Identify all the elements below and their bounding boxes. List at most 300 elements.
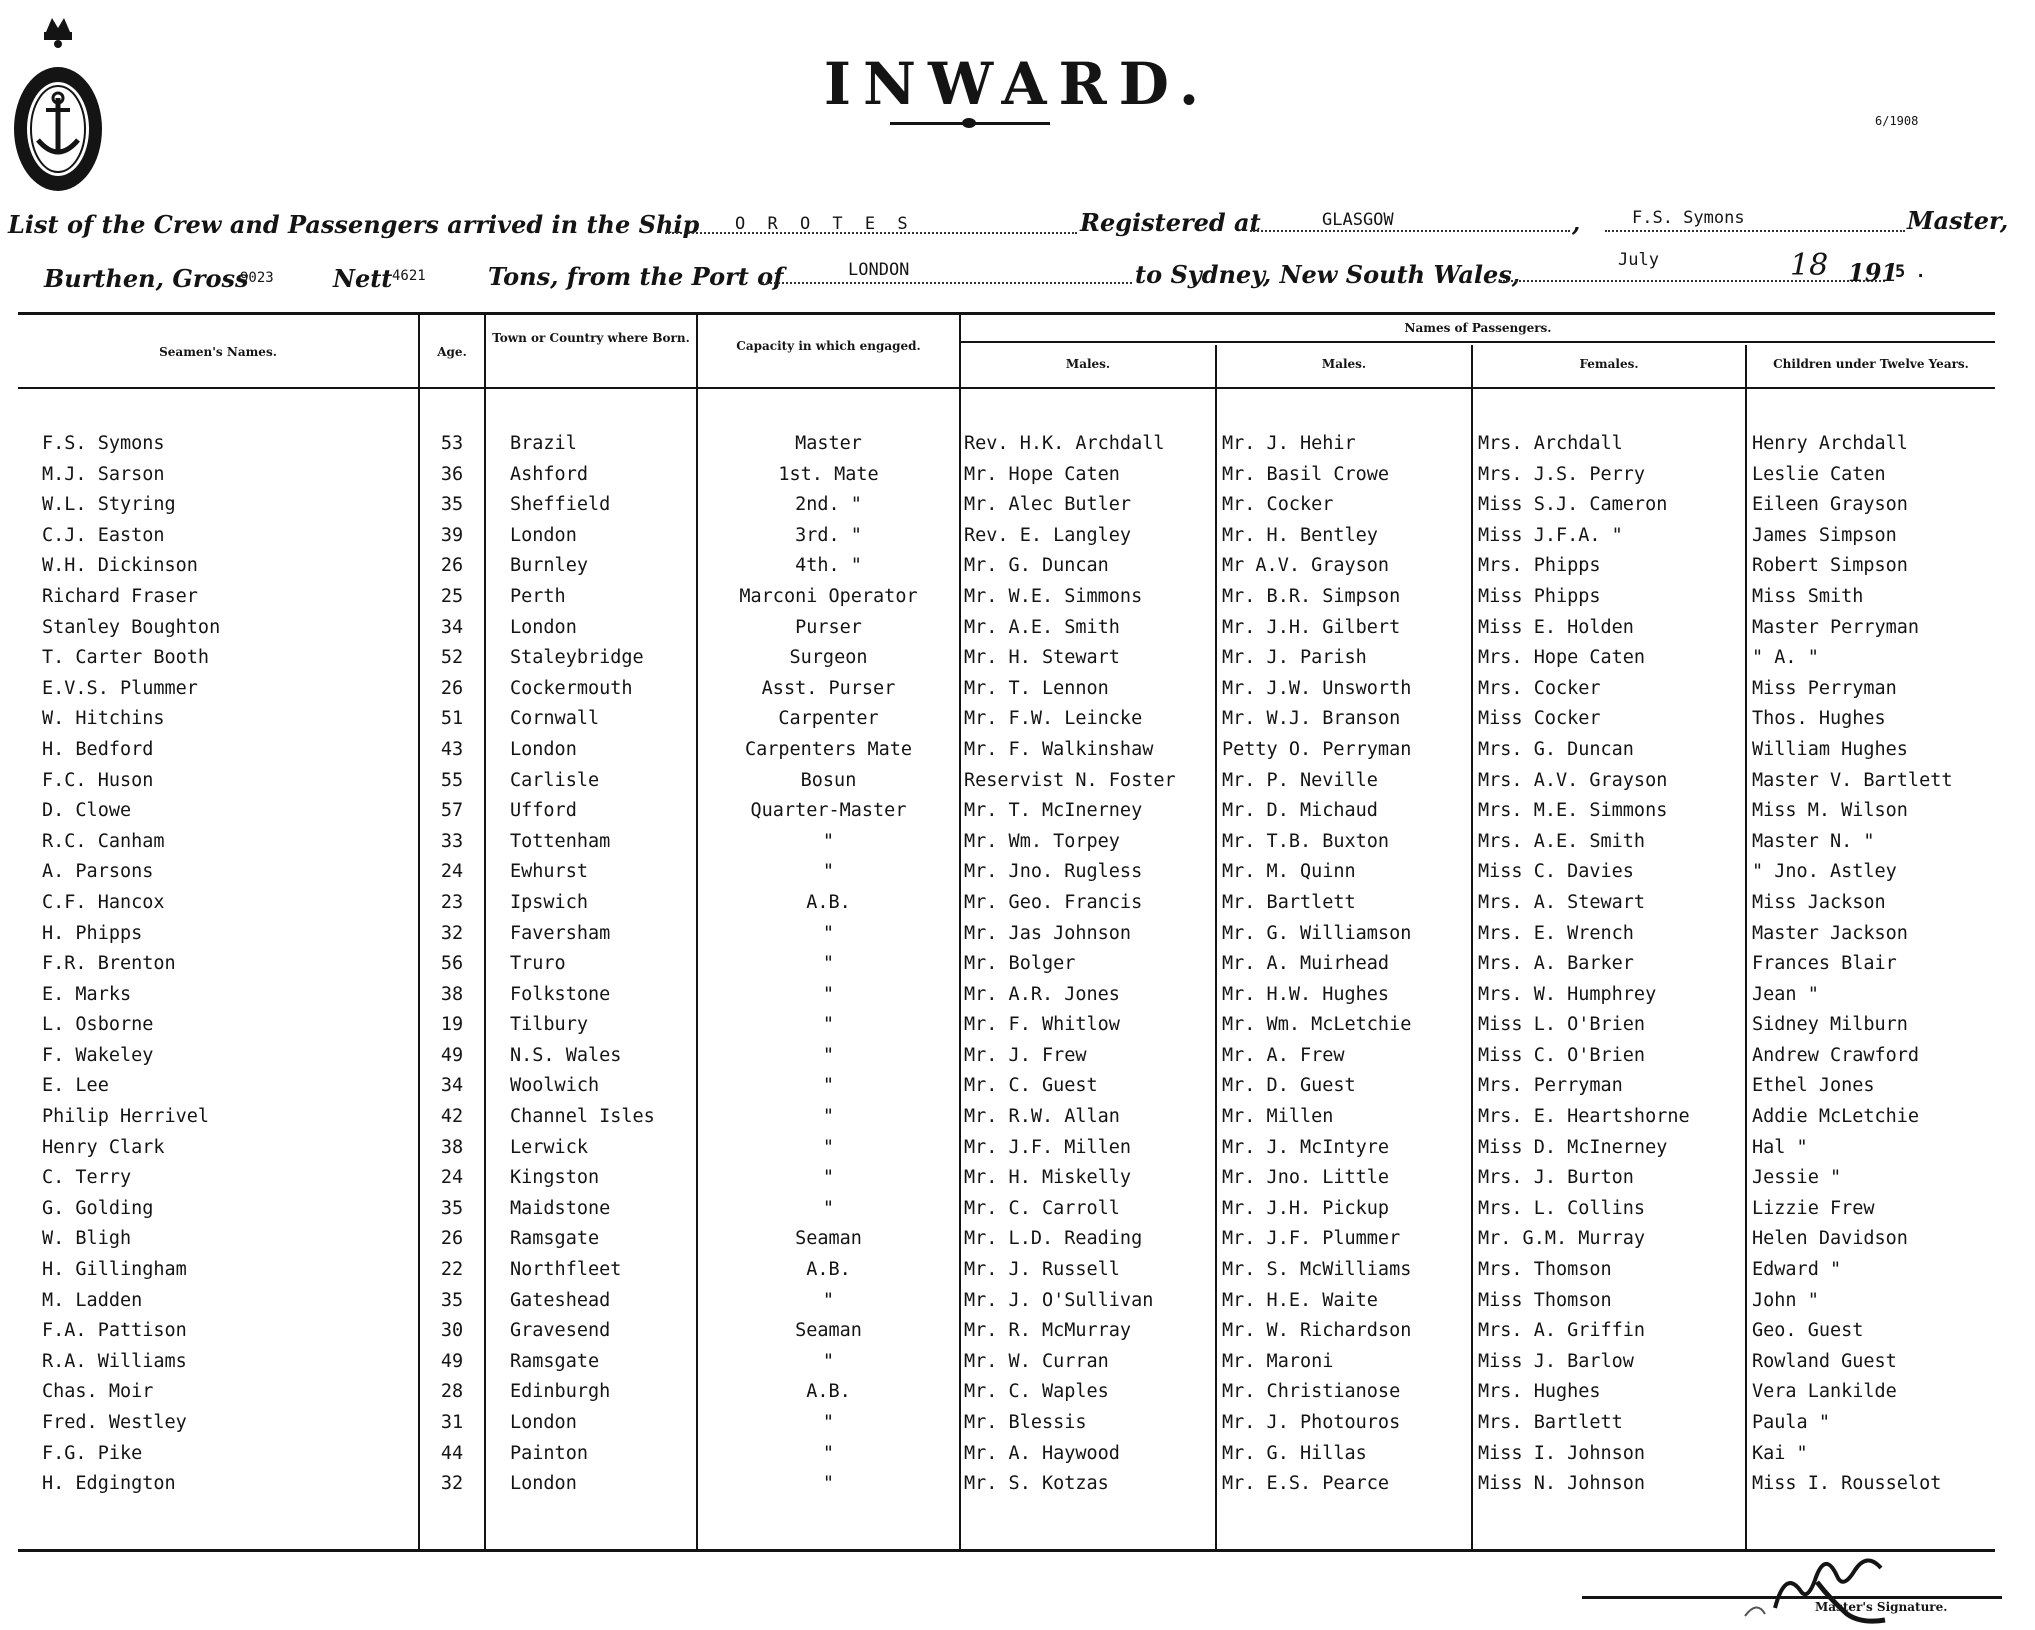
- form-number: 6/1908: [1875, 114, 1919, 128]
- male-passengers-column-1: [964, 429, 1214, 1500]
- table-cell: F.S. Symons: [42, 433, 165, 454]
- table-cell: Lizzie Frew: [1752, 1197, 1875, 1219]
- age-column: [420, 429, 484, 1500]
- table-cell: 56: [440, 953, 464, 975]
- table-cell: W.H. Dickinson: [42, 555, 198, 577]
- column-divider: [1215, 345, 1217, 1549]
- table-cell: London: [510, 524, 577, 546]
- table-cell: Mrs. Hughes: [1478, 1381, 1601, 1403]
- table-cell: Miss Cocker: [1478, 708, 1601, 730]
- table-cell: Miss Phipps: [1478, 585, 1601, 607]
- table-cell: ": [822, 922, 835, 944]
- year-prefix: 191: [1848, 258, 1899, 287]
- table-cell: Mr. P. Neville: [1222, 769, 1378, 791]
- table-cell: ": [822, 861, 835, 883]
- table-cell: Stanley Boughton: [42, 616, 221, 638]
- table-cell: Mr. F.W. Leincke: [964, 708, 1143, 730]
- table-cell: Miss C. Davies: [1478, 861, 1634, 883]
- table-cell: Carpenters Mate: [744, 738, 913, 760]
- table-cell: Mr. Maroni: [1222, 1350, 1334, 1372]
- table-cell: Miss Smith: [1752, 585, 1864, 607]
- table-cell: Mrs. Thomson: [1478, 1259, 1612, 1281]
- table-cell: Reservist N. Foster: [964, 769, 1176, 791]
- table-cell: ": [822, 830, 835, 852]
- ship-name: O R O T E S: [735, 214, 914, 234]
- table-cell: Miss E. Holden: [1478, 616, 1634, 638]
- table-cell: Mr. M. Quinn: [1222, 861, 1356, 883]
- table-cell: Mrs. E. Wrench: [1478, 922, 1634, 944]
- master-label: Master,: [1907, 206, 2009, 235]
- master-name: F.S. Symons: [1632, 208, 1745, 228]
- table-cell: Addie McLetchie: [1752, 1106, 1920, 1128]
- table-cell: 35: [440, 1197, 464, 1219]
- table-cell: Miss C. O'Brien: [1478, 1044, 1646, 1066]
- female-passengers-column: [1478, 429, 1744, 1500]
- table-cell: Mrs. J. Burton: [1478, 1167, 1634, 1189]
- to-sydney-label: to Sydney, New South Wales,: [1135, 260, 1521, 289]
- table-cell: 36: [440, 463, 464, 485]
- table-cell: Mr. H. Miskelly: [964, 1167, 1132, 1189]
- header-capacity: Capacity in which engaged.: [736, 339, 921, 353]
- table-cell: A.B.: [806, 891, 851, 913]
- header-names-of-passengers: Names of Passengers.: [1404, 321, 1552, 335]
- table-cell: Mr. G. Duncan: [964, 555, 1109, 577]
- table-cell: H. Bedford: [42, 738, 154, 760]
- table-cell: Carpenter: [778, 708, 879, 730]
- table-cell: Master Perryman: [1752, 616, 1920, 638]
- nett-label: Nett: [333, 264, 393, 293]
- table-cell: Mr. Blessis: [964, 1412, 1087, 1433]
- table-cell: Mrs. Cocker: [1478, 677, 1601, 699]
- table-cell: Mr. A.R. Jones: [964, 983, 1120, 1005]
- table-cell: Mr. D. Guest: [1222, 1075, 1356, 1097]
- table-cell: Ethel Jones: [1752, 1075, 1875, 1097]
- master-signature-icon: [1585, 1530, 1925, 1630]
- table-cell: Seaman: [795, 1320, 862, 1342]
- table-cell: 22: [440, 1259, 464, 1281]
- table-cell: Mr. T.B. Buxton: [1222, 830, 1390, 852]
- table-cell: M. Ladden: [42, 1289, 143, 1311]
- table-cell: Seaman: [795, 1228, 862, 1250]
- table-cell: W. Bligh: [42, 1228, 132, 1250]
- table-cell: H. Gillingham: [42, 1259, 187, 1281]
- table-cell: Mr. Hope Caten: [964, 463, 1120, 485]
- table-cell: Asst. Purser: [761, 677, 896, 699]
- capacity-column: [698, 429, 959, 1500]
- table-cell: Sidney Milburn: [1752, 1014, 1908, 1036]
- table-cell: Tilbury: [510, 1014, 588, 1036]
- table-cell: Eileen Grayson: [1752, 494, 1908, 516]
- table-cell: Kai ": [1752, 1442, 1808, 1464]
- table-cell: Mrs. A. Stewart: [1478, 891, 1646, 913]
- table-cell: 3rd. ": [795, 524, 862, 546]
- table-cell: N.S. Wales: [510, 1044, 622, 1066]
- table-cell: A. Parsons: [42, 861, 154, 883]
- table-cell: Ufford: [510, 800, 577, 822]
- table-cell: Edinburgh: [510, 1381, 611, 1403]
- header-children: Children under Twelve Years.: [1773, 357, 1969, 371]
- table-cell: Mr. A. Frew: [1222, 1044, 1345, 1066]
- table-cell: London: [510, 1412, 577, 1433]
- table-cell: Mr. Basil Crowe: [1222, 463, 1390, 485]
- table-cell: Edward ": [1752, 1259, 1842, 1281]
- table-cell: Jean ": [1752, 983, 1819, 1005]
- table-cell: Miss I. Johnson: [1478, 1442, 1646, 1464]
- table-cell: ": [822, 1442, 835, 1464]
- table-cell: Master: [795, 433, 862, 454]
- table-cell: Painton: [510, 1442, 588, 1464]
- table-cell: Chas. Moir: [42, 1381, 154, 1403]
- table-cell: Mr A.V. Grayson: [1222, 555, 1390, 577]
- table-cell: Mr. S. McWilliams: [1222, 1259, 1412, 1281]
- table-cell: Master N. ": [1752, 830, 1875, 852]
- table-cell: A.B.: [806, 1381, 851, 1403]
- table-cell: F.A. Pattison: [42, 1320, 187, 1342]
- crew-passenger-table: [18, 312, 1995, 1552]
- table-cell: Mr. B.R. Simpson: [1222, 585, 1401, 607]
- table-cell: ": [822, 1197, 835, 1219]
- table-cell: Vera Lankilde: [1752, 1381, 1897, 1403]
- table-cell: E. Marks: [42, 983, 132, 1005]
- table-cell: ": [822, 953, 835, 975]
- table-cell: G. Golding: [42, 1197, 154, 1219]
- table-cell: 43: [440, 738, 464, 760]
- table-cell: 49: [440, 1044, 464, 1066]
- table-cell: Mrs. L. Collins: [1478, 1197, 1646, 1219]
- table-cell: Fred. Westley: [42, 1412, 187, 1433]
- table-cell: 51: [440, 708, 464, 730]
- table-cell: Mr. G. Williamson: [1222, 922, 1412, 944]
- registered-port-dotted-line: [1250, 230, 1570, 232]
- table-cell: Mrs. M.E. Simmons: [1478, 800, 1668, 822]
- from-port-label: Tons, from the Port of: [488, 262, 784, 291]
- table-cell: H. Edgington: [42, 1473, 176, 1495]
- table-cell: 35: [440, 494, 464, 516]
- table-cell: London: [510, 738, 577, 760]
- table-cell: Mr. T. Lennon: [964, 677, 1109, 699]
- table-cell: Mr. W. Curran: [964, 1350, 1109, 1372]
- table-cell: Mrs. A.V. Grayson: [1478, 769, 1668, 791]
- table-cell: Hal ": [1752, 1136, 1808, 1158]
- table-cell: Mr. J. Photouros: [1222, 1412, 1401, 1433]
- table-cell: Geo. Guest: [1752, 1320, 1864, 1342]
- table-cell: Mr. E.S. Pearce: [1222, 1473, 1390, 1495]
- table-cell: Mr. G. Hillas: [1222, 1442, 1367, 1464]
- table-cell: ": [822, 1167, 835, 1189]
- table-cell: Sheffield: [510, 494, 611, 516]
- column-divider: [959, 315, 961, 1549]
- table-cell: 34: [440, 616, 464, 638]
- table-cell: Philip Herrivel: [42, 1106, 210, 1128]
- table-cell: Gravesend: [510, 1320, 611, 1342]
- table-cell: 1st. Mate: [778, 463, 879, 485]
- nett-tonnage: 4621: [392, 268, 426, 284]
- table-cell: Mr. Alec Butler: [964, 494, 1132, 516]
- table-cell: Northfleet: [510, 1259, 622, 1281]
- table-cell: Mr. R. McMurray: [964, 1320, 1132, 1342]
- table-cell: Ramsgate: [510, 1350, 600, 1372]
- table-cell: F.G. Pike: [42, 1442, 143, 1464]
- table-cell: Mrs. Hope Caten: [1478, 647, 1646, 669]
- table-cell: W. Hitchins: [42, 708, 165, 730]
- table-cell: Kingston: [510, 1167, 600, 1189]
- table-cell: 31: [440, 1412, 464, 1433]
- table-cell: Ramsgate: [510, 1228, 600, 1250]
- table-cell: Mr. Wm. Torpey: [964, 830, 1120, 852]
- table-cell: Brazil: [510, 433, 577, 454]
- table-cell: Carlisle: [510, 769, 600, 791]
- table-cell: ": [822, 1136, 835, 1158]
- table-cell: Miss Thomson: [1478, 1289, 1612, 1311]
- table-cell: 32: [440, 922, 464, 944]
- table-cell: F.R. Brenton: [42, 953, 176, 975]
- passengers-subheader-rule: [961, 341, 1995, 343]
- table-cell: Mr. Wm. McLetchie: [1222, 1014, 1412, 1036]
- table-cell: Bosun: [800, 769, 857, 791]
- table-cell: Mrs. J.S. Perry: [1478, 463, 1646, 485]
- table-cell: F. Wakeley: [42, 1044, 154, 1066]
- table-cell: Mrs. Perryman: [1478, 1075, 1623, 1097]
- gross-tonnage: 9023: [240, 270, 274, 286]
- table-cell: Mr. W. Richardson: [1222, 1320, 1412, 1342]
- table-cell: 49: [440, 1350, 464, 1372]
- table-cell: Mr. H.W. Hughes: [1222, 983, 1390, 1005]
- document-title: INWARD.: [823, 50, 1212, 118]
- table-cell: R.A. Williams: [42, 1350, 187, 1372]
- table-cell: Mr. Bolger: [964, 953, 1076, 975]
- table-cell: ": [822, 1106, 835, 1128]
- table-cell: 55: [440, 769, 464, 791]
- table-cell: Paula ": [1752, 1412, 1830, 1433]
- registered-port: GLASGOW: [1322, 210, 1394, 230]
- from-port: LONDON: [848, 260, 910, 280]
- table-cell: Channel Isles: [510, 1106, 655, 1128]
- table-cell: Gateshead: [510, 1289, 611, 1311]
- table-cell: H. Phipps: [42, 922, 143, 944]
- table-cell: Mr. J. Russell: [964, 1259, 1120, 1281]
- table-cell: " A. ": [1752, 647, 1819, 669]
- table-cell: ": [822, 1075, 835, 1097]
- table-cell: Mr. F. Whitlow: [964, 1014, 1120, 1036]
- header-bottom-rule: [18, 387, 1995, 389]
- table-cell: Mr. Cocker: [1222, 494, 1334, 516]
- table-cell: C.F. Hancox: [42, 891, 165, 913]
- table-cell: 32: [440, 1473, 464, 1495]
- header-seamen-names: Seamen's Names.: [159, 345, 277, 359]
- table-cell: 28: [440, 1381, 464, 1403]
- table-cell: Mr. H.E. Waite: [1222, 1289, 1378, 1311]
- table-cell: Mr. T. McInerney: [964, 800, 1143, 822]
- table-cell: John ": [1752, 1289, 1819, 1311]
- table-cell: Master V. Bartlett: [1752, 769, 1953, 791]
- header-males-2: Males.: [1321, 357, 1367, 371]
- male-passengers-column-2: [1222, 429, 1470, 1500]
- table-cell: 33: [440, 830, 464, 852]
- table-cell: Mr. C. Guest: [964, 1075, 1098, 1097]
- table-cell: 57: [440, 800, 464, 822]
- table-cell: Truro: [510, 953, 566, 975]
- table-cell: Mrs. A. Griffin: [1478, 1320, 1646, 1342]
- table-cell: Helen Davidson: [1752, 1228, 1908, 1250]
- table-cell: Mr. G.M. Murray: [1478, 1228, 1646, 1250]
- table-cell: Mrs. Bartlett: [1478, 1412, 1623, 1433]
- table-cell: Mrs. E. Heartshorne: [1478, 1106, 1690, 1128]
- table-cell: Rev. H.K. Archdall: [964, 433, 1165, 454]
- table-cell: Miss N. Johnson: [1478, 1473, 1646, 1495]
- table-cell: Mr. J.W. Unsworth: [1222, 677, 1412, 699]
- table-cell: Mr. R.W. Allan: [964, 1106, 1120, 1128]
- table-cell: Miss M. Wilson: [1752, 800, 1908, 822]
- table-cell: Mr. A. Muirhead: [1222, 953, 1390, 975]
- table-cell: Folkstone: [510, 983, 611, 1005]
- header-comma: ,: [1572, 208, 1581, 237]
- table-cell: 42: [440, 1106, 464, 1128]
- table-cell: Mrs. Phipps: [1478, 555, 1601, 577]
- master-signature-label: Master's Signature.: [1815, 1600, 1948, 1614]
- table-cell: Mr. F. Walkinshaw: [964, 738, 1154, 760]
- table-cell: 39: [440, 524, 464, 546]
- table-cell: Ipswich: [510, 891, 588, 913]
- table-cell: Miss S.J. Cameron: [1478, 494, 1668, 516]
- header-age: Age.: [437, 345, 467, 359]
- signature-line: [1582, 1596, 2002, 1599]
- master-name-dotted-line: [1605, 230, 1905, 232]
- year-suffix: 5 .: [1895, 262, 1926, 282]
- table-cell: Mr. A. Haywood: [964, 1442, 1120, 1464]
- table-cell: Mr. Jno. Rugless: [964, 861, 1143, 883]
- table-cell: Mr. C. Carroll: [964, 1197, 1120, 1219]
- table-cell: ": [822, 1014, 835, 1036]
- column-divider: [484, 315, 486, 1549]
- table-cell: Marconi Operator: [739, 585, 918, 607]
- table-cell: C. Terry: [42, 1167, 132, 1189]
- table-cell: Mr. H. Stewart: [964, 647, 1120, 669]
- table-cell: ": [822, 1289, 835, 1311]
- table-cell: Miss I. Rousselot: [1752, 1473, 1942, 1495]
- table-cell: Master Jackson: [1752, 922, 1908, 944]
- table-cell: Staleybridge: [510, 647, 644, 669]
- table-cell: Jessie ": [1752, 1167, 1842, 1189]
- table-cell: " Jno. Astley: [1752, 861, 1897, 883]
- table-cell: Mr. W.J. Branson: [1222, 708, 1401, 730]
- table-cell: Mr. J.H. Gilbert: [1222, 616, 1401, 638]
- table-cell: C.J. Easton: [42, 524, 165, 546]
- table-cell: Purser: [795, 616, 862, 638]
- table-cell: Mr. Jas Johnson: [964, 922, 1132, 944]
- table-cell: ": [822, 1044, 835, 1066]
- table-cell: Cockermouth: [510, 677, 633, 699]
- table-cell: Mr. A.E. Smith: [964, 616, 1120, 638]
- table-cell: London: [510, 1473, 577, 1495]
- table-cell: Miss Jackson: [1752, 891, 1886, 913]
- table-cell: 24: [440, 861, 464, 883]
- table-cell: A.B.: [806, 1259, 851, 1281]
- table-cell: E. Lee: [42, 1075, 109, 1097]
- table-cell: ": [822, 1350, 835, 1372]
- table-cell: Mr. S. Kotzas: [964, 1473, 1109, 1495]
- table-cell: Perth: [510, 585, 566, 607]
- children-column: [1752, 429, 1992, 1500]
- registered-at-label: Registered at: [1080, 208, 1261, 237]
- table-cell: Thos. Hughes: [1752, 708, 1886, 730]
- table-cell: 25: [440, 585, 464, 607]
- table-cell: Mrs. A.E. Smith: [1478, 830, 1646, 852]
- table-cell: ": [822, 1473, 835, 1495]
- table-cell: E.V.S. Plummer: [42, 677, 198, 699]
- burthen-gross-label: Burthen, Gross: [44, 264, 249, 293]
- table-cell: Mr. J.H. Pickup: [1222, 1197, 1390, 1219]
- table-cell: 44: [440, 1442, 464, 1464]
- table-cell: Mrs. A. Barker: [1478, 953, 1634, 975]
- title-rule-ornament: [962, 118, 976, 128]
- table-cell: Mr. J. Parish: [1222, 647, 1367, 669]
- header-males-1: Males.: [1065, 357, 1111, 371]
- table-cell: Quarter-Master: [750, 800, 907, 822]
- table-cell: Mr. W.E. Simmons: [964, 585, 1143, 607]
- table-cell: Frances Blair: [1752, 953, 1897, 975]
- table-cell: Andrew Crawford: [1752, 1044, 1920, 1066]
- table-cell: 26: [440, 1228, 464, 1250]
- table-cell: 38: [440, 1136, 464, 1158]
- table-cell: 52: [440, 647, 464, 669]
- table-cell: Mr. J. Frew: [964, 1044, 1087, 1066]
- table-cell: Henry Clark: [42, 1136, 165, 1158]
- table-cell: Rowland Guest: [1752, 1350, 1897, 1372]
- table-cell: 19: [440, 1014, 464, 1036]
- list-of-crew-label: List of the Crew and Passengers arrived in the Ship: [8, 210, 700, 239]
- table-cell: Maidstone: [510, 1197, 611, 1219]
- table-cell: Mr. J. O'Sullivan: [964, 1289, 1154, 1311]
- table-cell: 24: [440, 1167, 464, 1189]
- table-cell: 26: [440, 555, 464, 577]
- table-cell: Leslie Caten: [1752, 463, 1886, 485]
- table-cell: ": [822, 983, 835, 1005]
- table-cell: 2nd. ": [795, 494, 862, 516]
- table-cell: 23: [440, 891, 464, 913]
- table-cell: Faversham: [510, 922, 611, 944]
- table-cell: T. Carter Booth: [42, 647, 210, 669]
- table-cell: W.L. Styring: [42, 494, 176, 516]
- table-cell: Mrs. Archdall: [1478, 433, 1623, 454]
- table-cell: Miss J. Barlow: [1478, 1350, 1634, 1372]
- table-cell: Petty O. Perryman: [1222, 738, 1412, 760]
- table-cell: Lerwick: [510, 1136, 588, 1158]
- table-cell: Miss Perryman: [1752, 677, 1897, 699]
- table-cell: Robert Simpson: [1752, 555, 1908, 577]
- arrival-month: July: [1618, 250, 1659, 270]
- from-port-dotted-line: [762, 282, 1132, 284]
- table-cell: Richard Fraser: [42, 585, 198, 607]
- table-cell: Mr. J.F. Plummer: [1222, 1228, 1401, 1250]
- table-cell: Tottenham: [510, 830, 611, 852]
- header-town-born: Town or Country where Born.: [492, 331, 690, 345]
- table-cell: Mrs. W. Humphrey: [1478, 983, 1657, 1005]
- table-cell: Mr. L.D. Reading: [964, 1228, 1143, 1250]
- table-cell: Mr. J. McIntyre: [1222, 1136, 1390, 1158]
- table-cell: 34: [440, 1075, 464, 1097]
- table-cell: Ashford: [510, 463, 588, 485]
- table-cell: R.C. Canham: [42, 830, 165, 852]
- table-cell: Mr. Christianose: [1222, 1381, 1401, 1403]
- table-cell: Woolwich: [510, 1075, 600, 1097]
- table-cell: Cornwall: [510, 708, 600, 730]
- column-divider: [1745, 345, 1747, 1549]
- table-cell: Surgeon: [789, 647, 868, 669]
- table-cell: Henry Archdall: [1752, 433, 1908, 454]
- table-cell: Miss L. O'Brien: [1478, 1014, 1646, 1036]
- table-cell: F.C. Huson: [42, 769, 154, 791]
- table-cell: Mr. H. Bentley: [1222, 524, 1378, 546]
